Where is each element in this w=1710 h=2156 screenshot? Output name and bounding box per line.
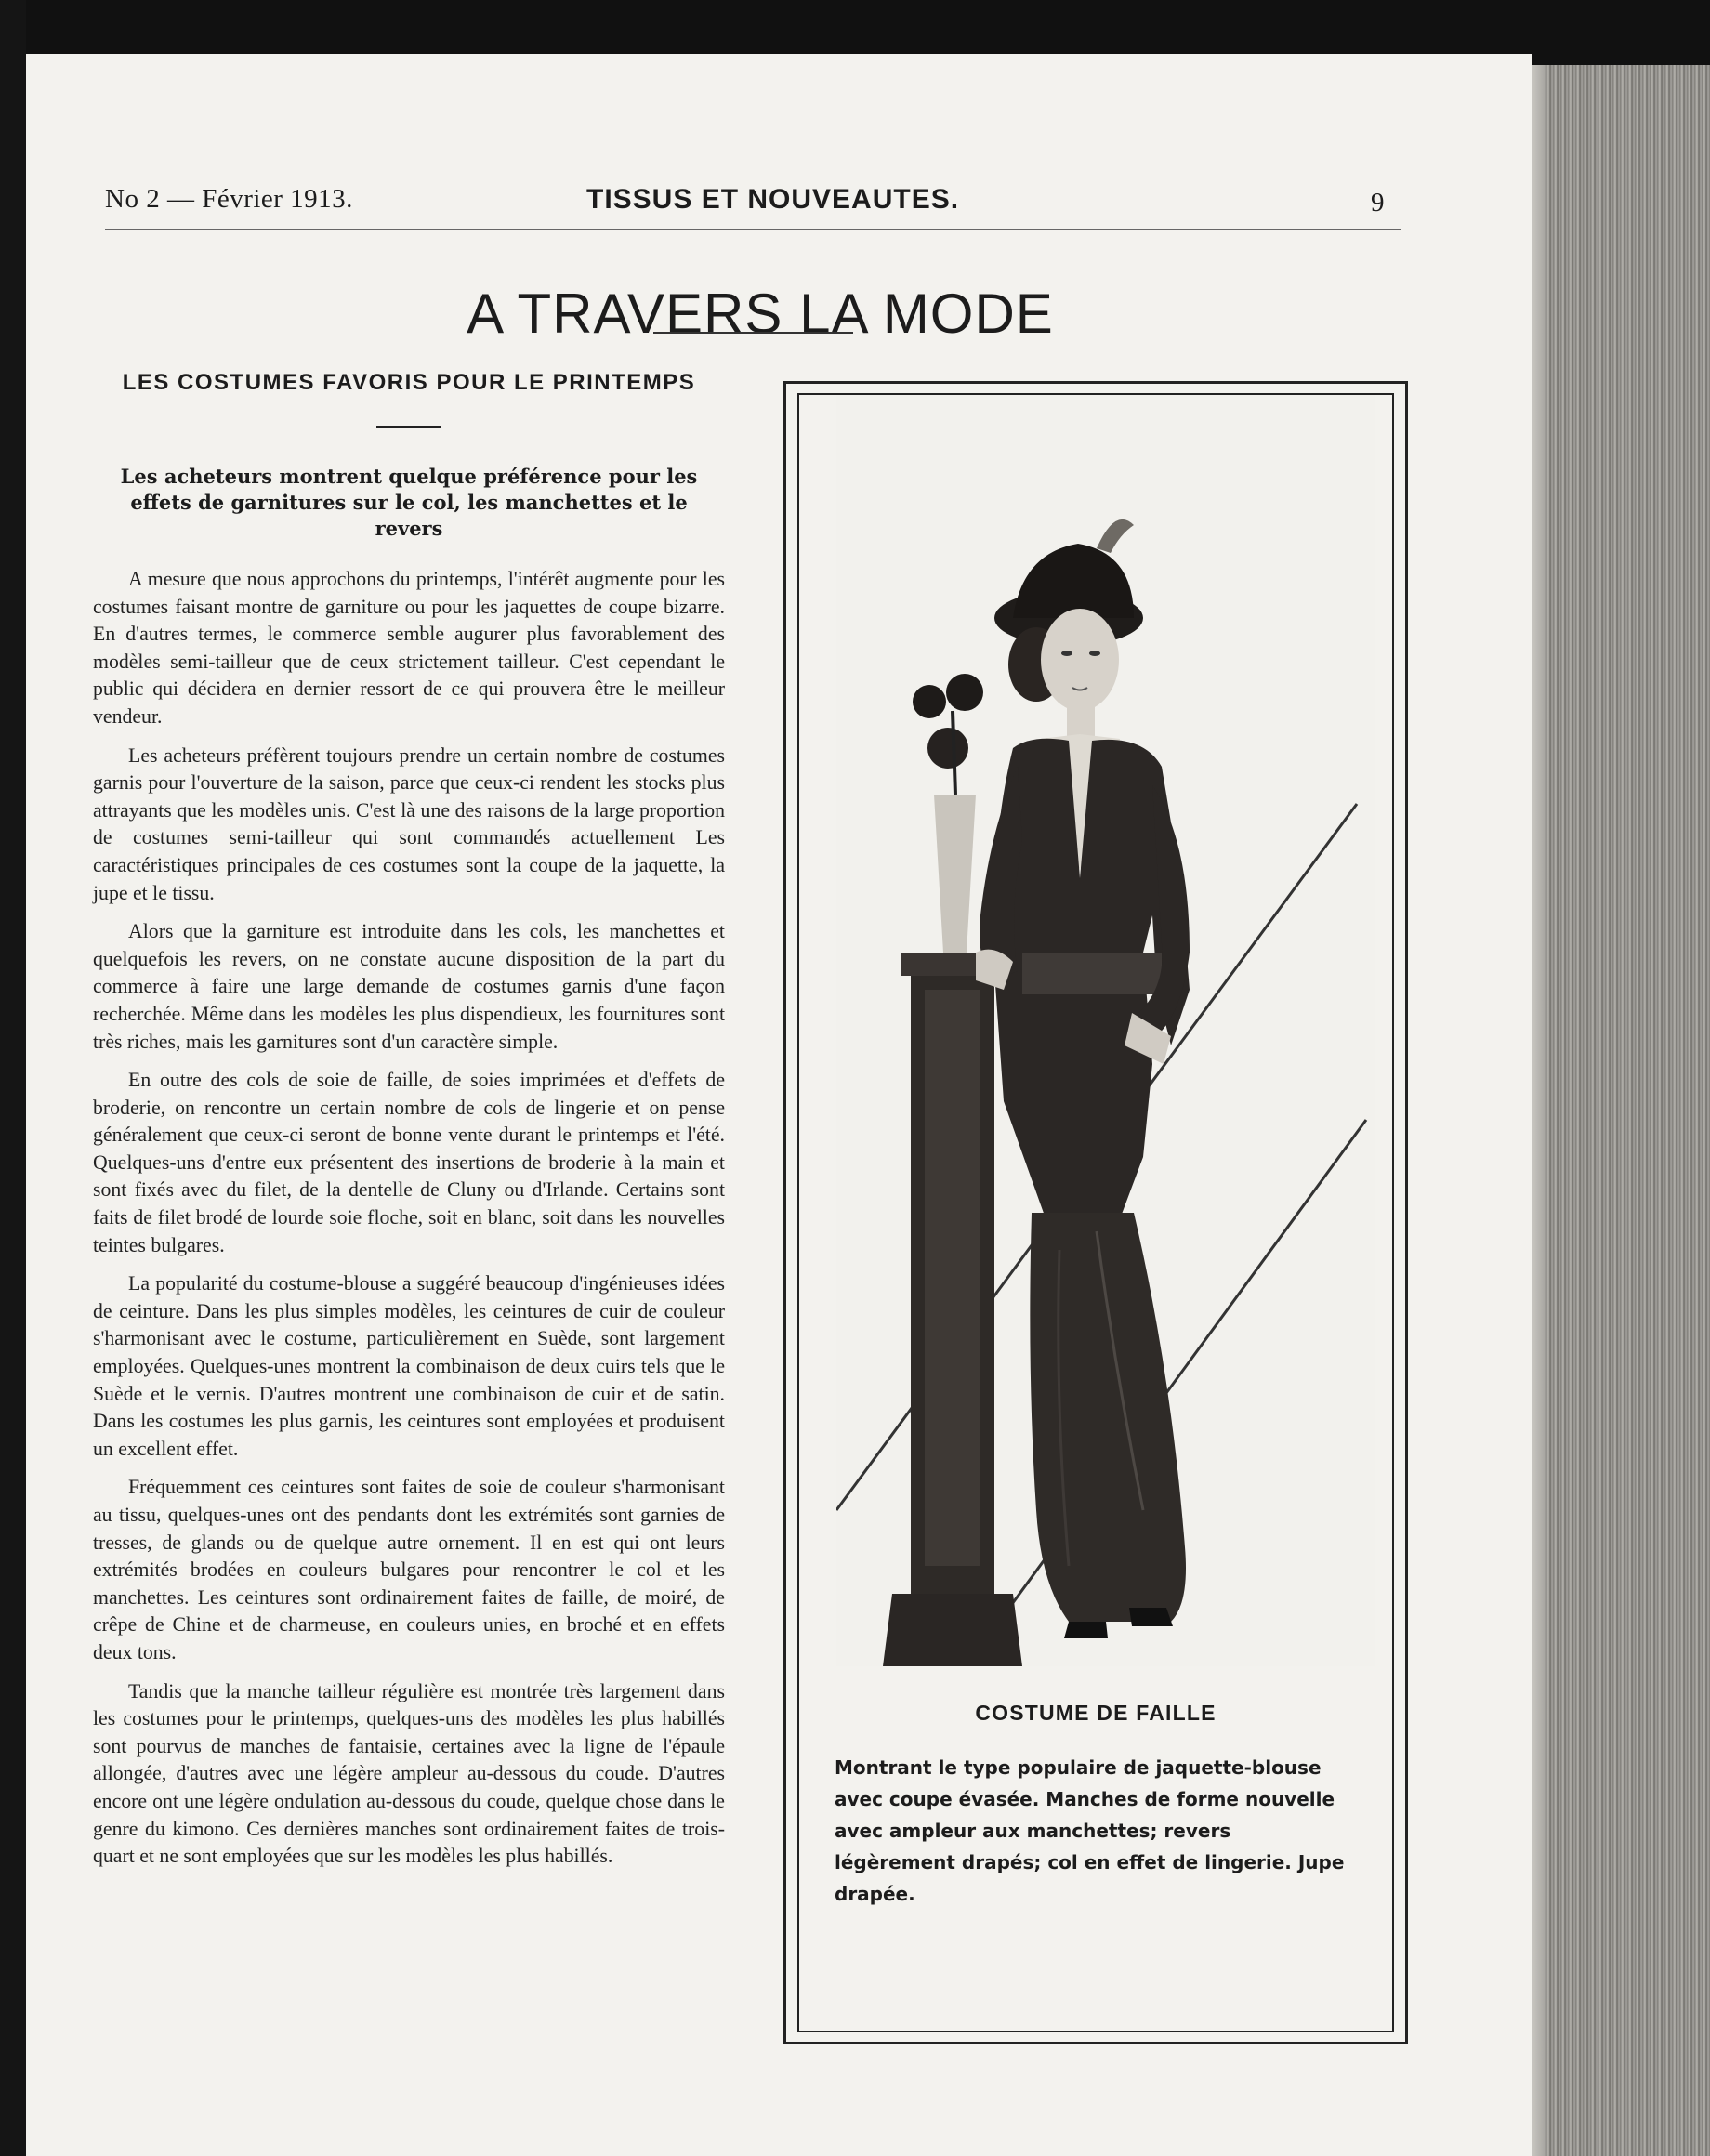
magazine-page	[26, 54, 1532, 2156]
article-paragraph: Les acheteurs préfèrent toujours prendre un certain nombre de costumes garnis pour l'ouverture de la saison, parce que ceux-ci rendent les stocks plus attrayants que les modèles unis. C'est là une des raisons de la large proportion de costumes semi-tailleur qui sont commandés actuellement Les caractéristiques principales de ces costumes sont la coupe de la jaquette, la jupe et le tissu.	[93, 743, 725, 904]
article-paragraph: Alors que la garniture est introduite dans les cols, les manchettes et quelquefois les revers, on ne constate aucune disposition de la part du commerce à faire une large demande de costumes garnis d'une façon recherchée. Même dans les modèles les plus dispendieux, les fournitures sont très riches, mais les garnitures sont d'un caractère simple.	[93, 920, 725, 1053]
publication-name: TISSUS ET NOUVEAUTES.	[586, 184, 960, 215]
header-rule	[105, 229, 1401, 230]
article-paragraph: La popularité du costume-blouse a suggéré beaucoup d'ingénieuses idées de ceinture. Dans les plus simples modèles, les ceintures de cuir de couleur s'harmonisant avec le costume, particulièrement en Suède, sont largement employées. Quelques-unes montrent la combinaison de deux cuirs tels que le Suède et le vernis. D'autres montrent une combinaison de cuir et de satin. Dans les costumes les plus garnis, les ceintures sont employées et produisent un excellent effet.	[93, 1272, 725, 1460]
article-paragraph: Tandis que la manche tailleur régulière est montrée très largement dans les costumes pour le printemps, quelques-uns des modèles les plus habillés sont pourvus de manches de fantaisie, certaines avec la ligne de l'épaule allongée, d'autres avec une légère ampleur au-dessous du coude. D'autres encore ont une légère ondulation au-dessous du coude, quelque chose dans le genre du kimono. Ces dernières manches sont ordinairement faites de trois-quart et ne sont employées que sur les modèles les plus habillés.	[93, 1679, 725, 1868]
scan-border-left	[0, 0, 26, 2156]
page-title: A TRAVERS LA MODE	[467, 283, 1054, 346]
fashion-photograph	[836, 395, 1375, 1666]
page-number: 9	[1371, 188, 1385, 217]
article-paragraph: A mesure que nous approchons du printemps, l'intérêt augmente pour les costumes faisant montre de garniture ou pour les jaquettes de coupe bizarre. En d'autres termes, le commerce semble augurer plus favorablement des modèles semi-tailleur que de ceux strictement tailleur. C'est cependant le public qui décidera en dernier ressort de ce qui prouvera être le meilleur vendeur.	[93, 568, 725, 728]
title-rule	[653, 332, 853, 334]
article-column	[93, 370, 725, 1882]
issue-date: No 2 — Février 1913.	[105, 184, 353, 214]
figure-caption-text: Montrant le type populaire de jaquette-blouse avec coupe évasée. Manches de forme nouvelle avec ampleur aux manchettes; revers légèrement drapés; col en effet de lingerie. Jupe drapée.	[835, 1756, 1345, 1905]
book-page-edges	[1524, 65, 1710, 2156]
article-paragraph: En outre des cols de soie de faille, de soies imprimées et d'effets de broderie, on rencontre un certain nombre de cols de lingerie et on pense généralement que ceux-ci seront de bonne vente durant le printemps et l'été. Quelques-uns d'entre eux présentent des insertions de broderie à la main et sont fixés avec du filet, de la dentelle de Cluny ou d'Irlande. Certains sont faits de filet brodé de lourde soie floche, soit en blanc, soit dans les nouvelles teintes bulgares.	[93, 1069, 725, 1256]
running-header	[105, 184, 1406, 230]
article-paragraph: Fréquemment ces ceintures sont faites de soie de couleur s'harmonisant au tissu, quelques-unes ont des pendants dont les extrémités sont garnies de tresses, de glands ou de quelque autre ornement. Il en est qui ont leurs extrémités brodées en couleurs bulgares pour rencontrer le col et les manchettes. Les ceintures sont ordinairement faites de faille, de moiré, de crêpe de Chine et de charmeuse, en couleurs unies, en broché et en effets deux tons.	[93, 1476, 725, 1663]
figure-caption-title: COSTUME DE FAILLE	[975, 1701, 1217, 1725]
article-heading: LES COSTUMES FAVORIS POUR LE PRINTEMPS	[122, 370, 696, 395]
article-body	[93, 566, 725, 1871]
figure-frame	[783, 381, 1408, 2044]
heading-rule	[376, 426, 441, 428]
article-subheading: Les acheteurs montrent quelque préférence pour les effets de garnitures sur le col, les manchettes et le revers	[120, 465, 698, 540]
figure-inner-frame	[797, 393, 1394, 2032]
